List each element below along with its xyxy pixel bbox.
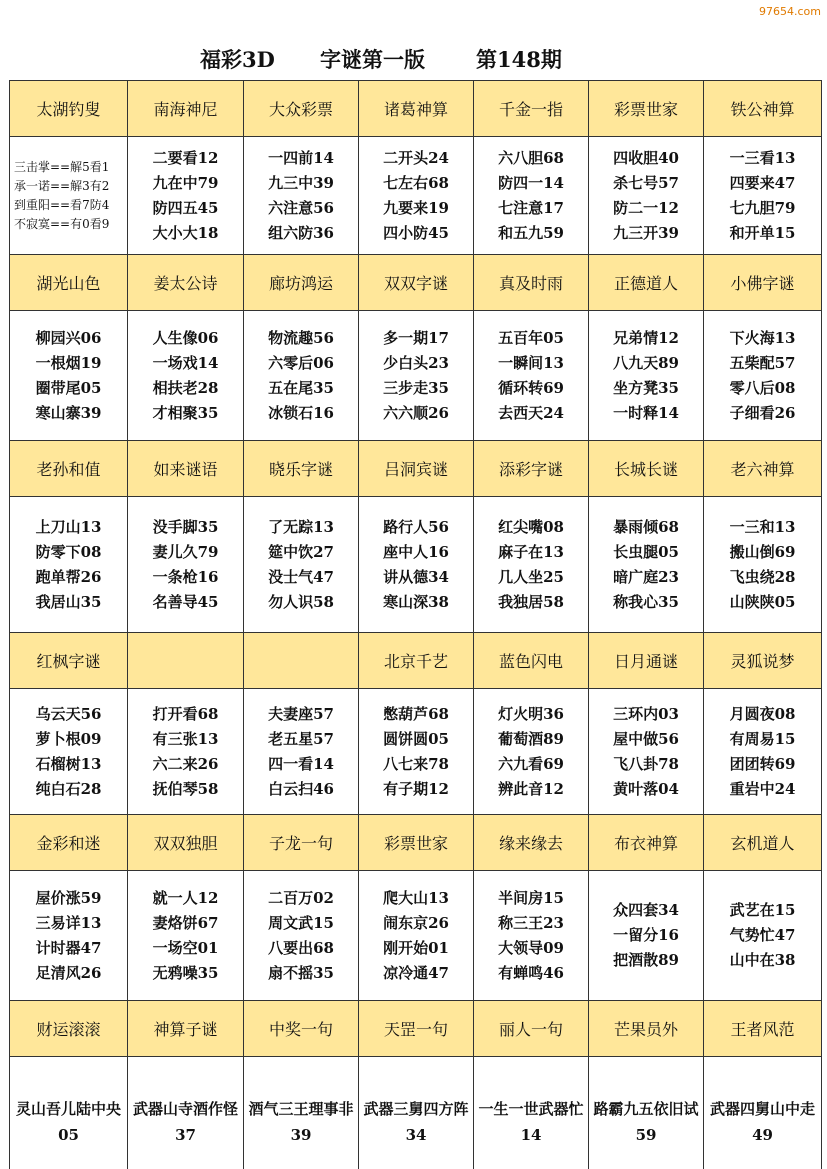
riddle-line: 八九天89 [613, 353, 679, 372]
riddle-line: 萝卜根09 [35, 729, 102, 748]
column-author: 中奖一句 [244, 1001, 359, 1057]
header-row [10, 441, 822, 497]
title-edition: 字谜第一版 [320, 47, 425, 72]
riddle-line: 六九看69 [498, 754, 564, 773]
riddle-line: 麻子在13 [498, 542, 564, 561]
column-author: 彩票世家 [589, 81, 704, 137]
riddle-line: 足清风26 [35, 963, 102, 982]
riddle-line: 灵山吾儿陆中央05 [15, 1099, 121, 1144]
column-author: 天罡一句 [359, 1001, 474, 1057]
riddle-line: 六零后06 [268, 353, 334, 372]
header-row [10, 1001, 822, 1057]
riddle-line: 下火海13 [729, 328, 796, 347]
riddle-line: 人生像06 [152, 328, 219, 347]
riddle-cell [10, 497, 128, 633]
riddle-line: 三环内03 [613, 704, 679, 723]
riddle-line: 才相聚35 [152, 403, 219, 422]
header-row [10, 633, 822, 689]
column-author: 双双字谜 [359, 255, 474, 311]
riddle-line: 白云扫46 [268, 779, 334, 798]
riddle-line: 七九胆79 [729, 198, 796, 217]
riddle-line: 计时器47 [35, 938, 102, 957]
column-author: 姜太公诗 [128, 255, 244, 311]
riddle-line: 讲从德34 [383, 567, 449, 586]
riddle-line: 零八后08 [729, 378, 796, 397]
riddle-line: 承一诺==解3有2 [14, 178, 110, 193]
riddle-line: 防四五45 [152, 198, 219, 217]
riddle-line: 防四一14 [498, 173, 564, 192]
riddle-line: 路霸九五依旧试59 [593, 1099, 699, 1144]
riddle-line: 妻烙饼67 [152, 913, 219, 932]
column-author: 金彩和迷 [10, 815, 128, 871]
column-author: 彩票世家 [359, 815, 474, 871]
column-author: 小佛字谜 [704, 255, 822, 311]
riddle-cell [128, 871, 244, 1001]
riddle-line: 飞八卦78 [613, 754, 679, 773]
riddle-line: 山中在38 [729, 951, 796, 969]
riddle-line: 六二来26 [152, 754, 219, 773]
column-author: 神算子谜 [128, 1001, 244, 1057]
riddle-line: 一瞬间13 [498, 353, 564, 372]
riddle-line: 防二一12 [613, 198, 679, 217]
column-author: 老六神算 [704, 441, 822, 497]
riddle-cell [704, 497, 822, 633]
column-author: 芒果员外 [589, 1001, 704, 1057]
riddle-line: 子细看26 [729, 403, 796, 422]
riddle-line: 四小防45 [383, 223, 449, 242]
riddle-cell [10, 1057, 128, 1169]
riddle-line: 循环转69 [498, 378, 564, 397]
riddle-line: 相扶老28 [152, 378, 219, 397]
riddle-cell [589, 497, 704, 633]
riddle-cell [359, 497, 474, 633]
riddle-line: 武艺在15 [729, 901, 796, 919]
riddle-cell [244, 871, 359, 1001]
riddle-line: 杀七号57 [613, 173, 679, 192]
riddle-row [10, 497, 822, 633]
riddle-row [10, 137, 822, 255]
riddle-line: 一场空01 [152, 938, 219, 957]
riddle-line: 兄弟情12 [613, 328, 679, 347]
column-author: 诸葛神算 [359, 81, 474, 137]
column-author: 日月通谜 [589, 633, 704, 689]
riddle-line: 二开头24 [383, 148, 449, 167]
riddle-line: 爬大山13 [383, 888, 449, 907]
riddle-line: 和五九59 [498, 223, 564, 242]
riddle-line: 有三张13 [152, 729, 219, 748]
riddle-line: 八要出68 [268, 938, 334, 957]
riddle-line: 老五星57 [268, 729, 334, 748]
riddle-line: 长虫腿05 [613, 542, 679, 561]
column-author [244, 633, 359, 689]
riddle-cell [474, 497, 589, 633]
riddle-cell [704, 137, 822, 255]
column-author: 缘来缘去 [474, 815, 589, 871]
riddle-line: 圈带尾05 [35, 378, 102, 397]
riddle-cell [589, 137, 704, 255]
riddle-line: 寒山寨39 [35, 403, 102, 422]
riddle-line: 纯白石28 [35, 779, 102, 798]
riddle-line: 有蝉鸣46 [498, 963, 564, 982]
riddle-line: 五百年05 [498, 328, 564, 347]
riddle-cell [359, 1057, 474, 1169]
riddle-cell [128, 497, 244, 633]
riddle-line: 和开单15 [729, 223, 796, 242]
riddle-line: 三步走35 [383, 378, 449, 397]
riddle-line: 团团转69 [729, 754, 796, 773]
riddle-line: 一根烟19 [35, 353, 102, 372]
riddle-line: 半间房15 [498, 888, 564, 907]
title-issue: 第148期 [476, 47, 562, 72]
riddle-row [10, 871, 822, 1001]
riddle-line: 六六顺26 [383, 403, 449, 422]
riddle-line: 坐方凳35 [613, 378, 679, 397]
riddle-line: 四一看14 [268, 754, 334, 773]
riddle-line: 石榴树13 [35, 754, 102, 773]
riddle-line: 到重阳==看7防4 [14, 197, 110, 212]
riddle-line: 筵中饮27 [268, 542, 334, 561]
column-author: 千金一指 [474, 81, 589, 137]
riddle-cell [244, 1057, 359, 1169]
riddle-line: 屋价涨59 [35, 888, 102, 907]
riddle-line: 打开看68 [152, 704, 219, 723]
riddle-cell [244, 137, 359, 255]
riddle-line: 不寂寞==有0看9 [14, 216, 110, 231]
column-author: 大众彩票 [244, 81, 359, 137]
column-author: 双双独胆 [128, 815, 244, 871]
riddle-line: 我独居58 [498, 592, 564, 611]
riddle-line: 二百万02 [268, 888, 334, 907]
riddle-line: 没手脚35 [152, 517, 219, 536]
column-author: 灵狐说梦 [704, 633, 822, 689]
riddle-cell [359, 871, 474, 1001]
riddle-line: 一场戏14 [152, 353, 219, 372]
riddle-line: 防零下08 [35, 542, 102, 561]
riddle-line: 武器山寺酒作怪37 [132, 1099, 238, 1144]
riddle-row [10, 311, 822, 441]
riddle-line: 座中人16 [383, 542, 449, 561]
riddle-cell [359, 311, 474, 441]
column-author: 太湖钓叟 [10, 81, 128, 137]
riddle-line: 一三看13 [729, 148, 796, 167]
riddle-cell [589, 311, 704, 441]
riddle-line: 路行人56 [383, 517, 449, 536]
riddle-line: 暗广庭23 [613, 567, 679, 586]
riddle-cell [704, 1057, 822, 1169]
column-author: 北京千艺 [359, 633, 474, 689]
riddle-line: 冰锁石16 [268, 403, 334, 422]
riddle-line: 三易详13 [35, 913, 102, 932]
riddle-line: 没士气47 [268, 567, 334, 586]
riddle-line: 屋中做56 [613, 729, 679, 748]
column-author: 正德道人 [589, 255, 704, 311]
column-author: 廊坊鸿运 [244, 255, 359, 311]
riddle-cell [359, 689, 474, 815]
riddle-cell [244, 497, 359, 633]
header-row [10, 81, 822, 137]
title-lottery: 福彩3D [200, 47, 275, 72]
riddle-line: 勿人识58 [268, 592, 334, 611]
riddle-line: 称我心35 [613, 592, 679, 611]
riddle-line: 众四套34 [613, 901, 679, 919]
riddle-line: 我居山35 [35, 592, 102, 611]
riddle-line: 有周易15 [729, 729, 796, 748]
riddle-line: 暴雨倾68 [613, 517, 679, 536]
column-author: 财运滚滚 [10, 1001, 128, 1057]
riddle-line: 三击掌==解5看1 [14, 159, 110, 174]
riddle-row [10, 1057, 822, 1169]
riddle-cell [10, 871, 128, 1001]
riddle-line: 一生一世武器忙14 [478, 1099, 584, 1144]
column-author: 真及时雨 [474, 255, 589, 311]
riddle-line: 酒气三王理事非39 [248, 1099, 354, 1144]
column-author: 如来谜语 [128, 441, 244, 497]
riddle-line: 抚伯琴58 [152, 779, 219, 798]
riddle-cell [474, 311, 589, 441]
column-author: 晓乐字谜 [244, 441, 359, 497]
riddle-line: 七左右68 [383, 173, 449, 192]
riddle-cell [128, 311, 244, 441]
riddle-line: 气势忙47 [729, 926, 796, 944]
column-author: 添彩字谜 [474, 441, 589, 497]
riddle-line: 圆饼圆05 [383, 729, 449, 748]
riddle-cell [128, 137, 244, 255]
riddle-line: 一留分16 [613, 926, 679, 944]
site-watermark: 97654.com [759, 5, 821, 18]
header-row [10, 815, 822, 871]
riddle-line: 搬山倒69 [729, 542, 796, 561]
riddle-line: 大领导09 [498, 938, 564, 957]
riddle-line: 少白头23 [383, 353, 449, 372]
column-author: 玄机道人 [704, 815, 822, 871]
riddle-line: 九三开39 [613, 223, 679, 242]
riddle-line: 四收胆40 [613, 148, 679, 167]
riddle-line: 了无踪13 [268, 517, 334, 536]
riddle-cell [474, 871, 589, 1001]
riddle-line: 扇不摇35 [268, 963, 334, 982]
riddle-line: 九三中39 [268, 173, 334, 192]
riddle-cell [474, 1057, 589, 1169]
page-title [0, 44, 827, 76]
riddle-line: 刚开始01 [383, 938, 449, 957]
column-author: 红枫字谜 [10, 633, 128, 689]
riddle-line: 跑单帮26 [35, 567, 102, 586]
column-author: 布衣神算 [589, 815, 704, 871]
riddle-line: 月圆夜08 [729, 704, 796, 723]
column-author: 丽人一句 [474, 1001, 589, 1057]
riddle-line: 黄叶落04 [613, 779, 679, 798]
riddle-line: 武器四舅山中走49 [709, 1099, 815, 1144]
riddle-line: 周文武15 [268, 913, 334, 932]
riddle-line: 五在尾35 [268, 378, 334, 397]
riddle-cell [474, 137, 589, 255]
riddle-line: 八七来78 [383, 754, 449, 773]
riddle-cell [589, 689, 704, 815]
riddle-line: 把酒散89 [613, 951, 679, 969]
riddle-cell [589, 871, 704, 1001]
riddle-line: 重岩中24 [729, 779, 796, 798]
riddle-line: 九在中79 [152, 173, 219, 192]
riddle-line: 物流趣56 [268, 328, 334, 347]
riddle-line: 五柴配57 [729, 353, 796, 372]
riddle-line: 就一人12 [152, 888, 219, 907]
riddle-line: 乌云天56 [35, 704, 102, 723]
riddle-cell [704, 689, 822, 815]
riddle-cell [10, 137, 128, 255]
riddle-line: 葡萄酒89 [498, 729, 564, 748]
column-author: 南海神尼 [128, 81, 244, 137]
riddle-line: 去西天24 [498, 403, 564, 422]
riddle-cell [474, 689, 589, 815]
riddle-cell [704, 871, 822, 1001]
riddle-cell [704, 311, 822, 441]
column-author: 长城长谜 [589, 441, 704, 497]
riddle-line: 柳园兴06 [35, 328, 102, 347]
riddle-line: 名善导45 [152, 592, 219, 611]
riddle-line: 七注意17 [498, 198, 564, 217]
riddle-line: 一四前14 [268, 148, 334, 167]
riddle-line: 一条枪16 [152, 567, 219, 586]
riddle-row [10, 689, 822, 815]
riddle-line: 有子期12 [383, 779, 449, 798]
column-author: 吕洞宾谜 [359, 441, 474, 497]
riddle-cell [128, 1057, 244, 1169]
riddle-line: 飞虫绕28 [729, 567, 796, 586]
riddle-line: 几人坐25 [498, 567, 564, 586]
riddle-line: 灯火明36 [498, 704, 564, 723]
riddle-line: 上刀山13 [35, 517, 102, 536]
column-author: 老孙和值 [10, 441, 128, 497]
riddle-line: 辨此音12 [498, 779, 564, 798]
riddle-line: 六八胆68 [498, 148, 564, 167]
header-row [10, 255, 822, 311]
riddle-grid [9, 80, 822, 1169]
riddle-line: 二要看12 [152, 148, 219, 167]
riddle-line: 红尖嘴08 [498, 517, 564, 536]
riddle-line: 憋葫芦68 [383, 704, 449, 723]
riddle-cell [359, 137, 474, 255]
riddle-cell [128, 689, 244, 815]
column-author: 王者风范 [704, 1001, 822, 1057]
riddle-cell [244, 311, 359, 441]
riddle-line: 武器三舅四方阵34 [363, 1099, 469, 1144]
riddle-line: 凉冷通47 [383, 963, 449, 982]
riddle-line: 大小大18 [152, 223, 219, 242]
riddle-cell [10, 311, 128, 441]
riddle-line: 称三王23 [498, 913, 564, 932]
riddle-line: 山陕陕05 [729, 592, 796, 611]
riddle-line: 无鸦噪35 [152, 963, 219, 982]
riddle-line: 组六防36 [268, 223, 334, 242]
column-author: 湖光山色 [10, 255, 128, 311]
riddle-cell [244, 689, 359, 815]
riddle-line: 一时释14 [613, 403, 679, 422]
riddle-line: 夫妻座57 [268, 704, 334, 723]
riddle-line: 寒山深38 [383, 592, 449, 611]
riddle-line: 闹东京26 [383, 913, 449, 932]
column-author: 蓝色闪电 [474, 633, 589, 689]
riddle-line: 六注意56 [268, 198, 334, 217]
riddle-line: 妻儿久79 [152, 542, 219, 561]
riddle-line: 多一期17 [383, 328, 449, 347]
riddle-line: 九要来19 [383, 198, 449, 217]
column-author: 铁公神算 [704, 81, 822, 137]
riddle-line: 一三和13 [729, 517, 796, 536]
column-author [128, 633, 244, 689]
riddle-cell [589, 1057, 704, 1169]
column-author: 子龙一句 [244, 815, 359, 871]
riddle-cell [10, 689, 128, 815]
riddle-line: 四要来47 [729, 173, 796, 192]
